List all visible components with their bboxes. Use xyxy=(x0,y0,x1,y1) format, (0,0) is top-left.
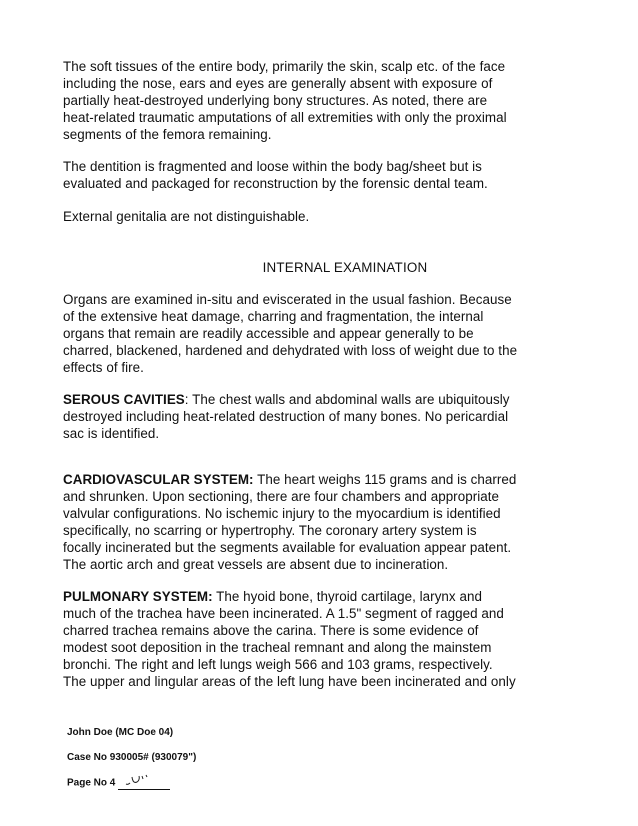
serous-cavities-paragraph xyxy=(63,391,583,442)
signature-initials-icon xyxy=(118,777,170,790)
footer-page-number: Page No 4 xyxy=(67,777,116,788)
pulmonary-paragraph xyxy=(63,588,583,690)
pulmonary-label: PULMONARY SYSTEM: xyxy=(63,589,213,604)
internal-intro-paragraph: Organs are examined in-situ and eviscerated in the usual fashion. Because of the extensive heat damage, charring and fragmentation, the internal organs that remain are readily accessible and appear generally to be charred, blackened, hardened and dehydrated with loss of weight due to the effects of fire. xyxy=(63,292,518,375)
dentition-paragraph: The dentition is fragmented and loose within the body bag/sheet but is evaluated and packaged for reconstruction by the forensic dental team. xyxy=(63,159,488,191)
serous-cavities-label: SEROUS CAVITIES xyxy=(63,392,185,407)
footer-page-line xyxy=(67,777,196,790)
page-footer xyxy=(67,714,196,802)
soft-tissues-paragraph: The soft tissues of the entire body, primarily the skin, scalp etc. of the face including the nose, ears and eyes are generally absent with exposure of partially heat-destroyed underlying bony structures. As noted, there are heat-related traumatic amputations of all extremities with only the proximal segments of the femora remaining. xyxy=(63,59,507,142)
serous-cavities-text: : The chest walls and abdominal walls are ubiquitously destroyed including heat-related destruction of many bones. No pericardial sac is identified. xyxy=(63,392,510,441)
genitalia-paragraph: External genitalia are not distinguishable. xyxy=(63,209,310,224)
cardiovascular-text: The heart weighs 115 grams and is charred and shrunken. Upon sectioning, there are four chambers and appropriate valvular configurations. No ischemic injury to the myocardium is identified specifically, no scarring or hypertrophy. The coronary artery system is focally incinerated but the segments available for evaluation appear patent. The aortic arch and great vessels are absent due to incineration. xyxy=(63,472,517,572)
cardiovascular-label: CARDIOVASCULAR SYSTEM: xyxy=(63,472,254,487)
cardiovascular-paragraph xyxy=(63,471,583,573)
footer-name: John Doe (MC Doe 04) xyxy=(67,726,174,738)
internal-examination-heading: INTERNAL EXAMINATION xyxy=(262,260,428,275)
pulmonary-text: The hyoid bone, thyroid cartilage, larynx and much of the trachea have been incinerated. A 1.5" segment of ragged and charred trachea remains above the carina. There is some evidence of modest soot deposition in the tracheal remnant and along the mainstem bronchi. The right and left lungs weigh 566 and 103 grams, respectively. The upper and lingular areas of the left lung have been incinerated and only xyxy=(63,589,516,689)
footer-case-number: Case No 930005# (930079") xyxy=(67,751,197,763)
